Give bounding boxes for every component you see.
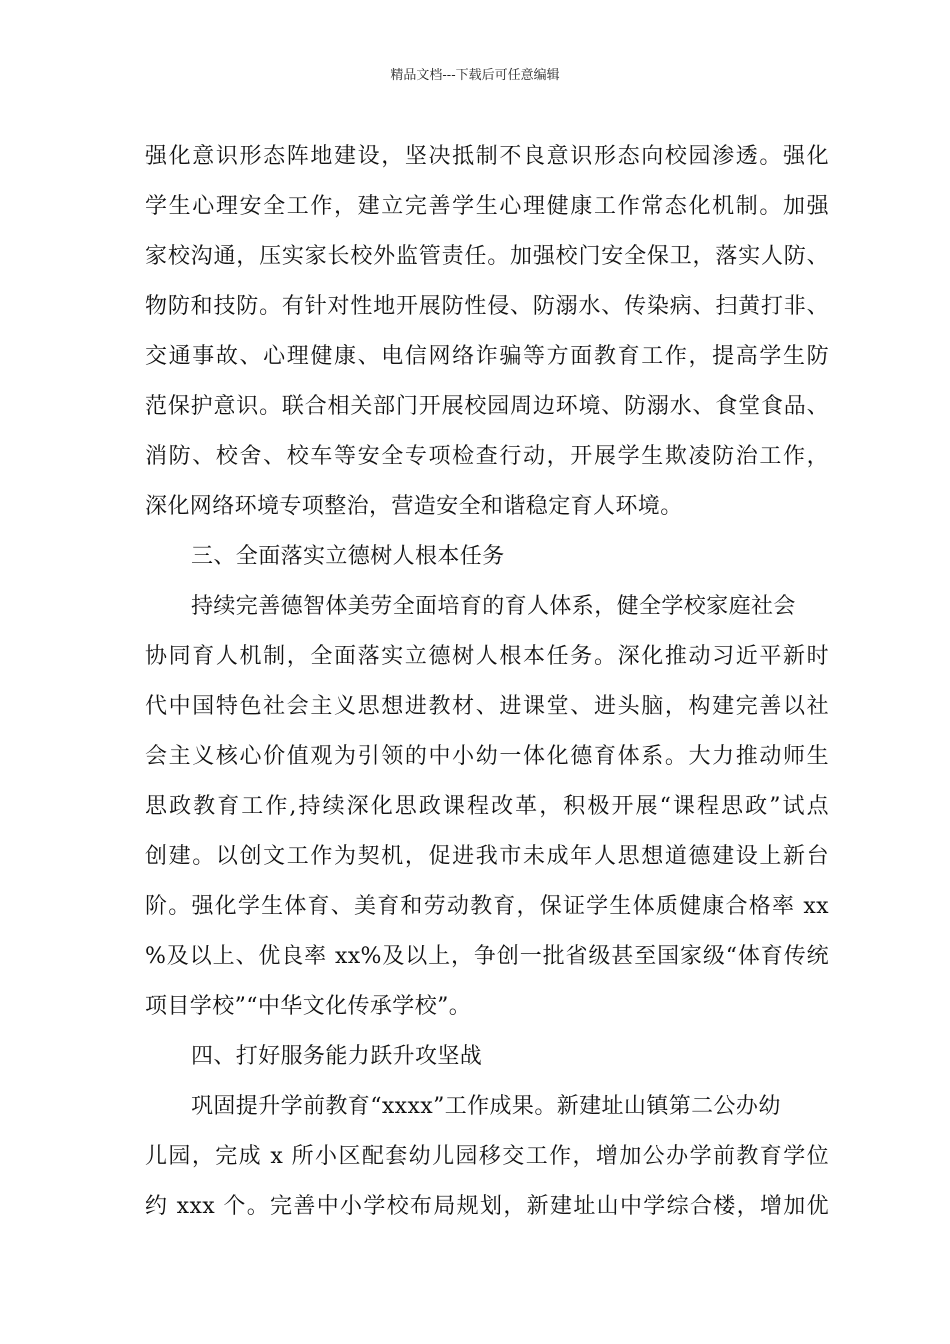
text-line: 会主义核心价值观为引领的中小幼一体化德育体系。大力推动师生 [145, 744, 829, 769]
text-line: 持续完善德智体美劳全面培育的育人体系，健全学校家庭社会 [191, 594, 796, 619]
text-line: 项目学校”“中华文化传承学校”。 [145, 994, 472, 1019]
text-line: 巩固提升学前教育“xxxx”工作成果。新建址山镇第二公办幼 [191, 1094, 781, 1119]
text-line: 约 xxx 个。完善中小学校布局规划，新建址山中学综合楼，增加优 [145, 1194, 829, 1219]
text-line: 强化意识形态阵地建设，坚决抵制不良意识形态向校园渗透。强化 [145, 144, 829, 169]
section-heading: 四、打好服务能力跃升攻坚战 [191, 1044, 483, 1069]
text-line: 消防、校舍、校车等安全专项检查行动，开展学生欺凌防治工作， [145, 444, 829, 469]
text-line: 物防和技防。有针对性地开展防性侵、防溺水、传染病、扫黄打非、 [145, 294, 829, 319]
text-line: 交通事故、心理健康、电信网络诈骗等方面教育工作，提高学生防 [145, 344, 829, 369]
section-heading: 三、全面落实立德树人根本任务 [191, 544, 505, 569]
text-line: 代中国特色社会主义思想进教材、进课堂、进头脑，构建完善以社 [145, 694, 829, 719]
text-line: 深化网络环境专项整治，营造安全和谐稳定育人环境。 [145, 494, 683, 519]
text-line: 家校沟通，压实家长校外监管责任。加强校门安全保卫，落实人防、 [145, 244, 829, 269]
text-line: 思政教育工作,持续深化思政课程改革，积极开展“课程思政”试点 [145, 794, 829, 819]
document-body [145, 132, 829, 1232]
text-line: 学生心理安全工作，建立完善学生心理健康工作常态化机制。加强 [145, 194, 829, 219]
text-line: 范保护意识。联合相关部门开展校园周边环境、防溺水、食堂食品、 [145, 394, 829, 419]
text-line: 儿园，完成 x 所小区配套幼儿园移交工作，增加公办学前教育学位 [145, 1144, 829, 1169]
text-line: 协同育人机制，全面落实立德树人根本任务。深化推动习近平新时 [145, 644, 829, 669]
text-line: %及以上、优良率 xx%及以上，争创一批省级甚至国家级“体育传统 [145, 944, 829, 969]
text-line: 阶。强化学生体育、美育和劳动教育，保证学生体质健康合格率 xx [145, 894, 829, 919]
page-header: 精品文档---下载后可任意编辑 [390, 68, 560, 83]
text-line: 创建。以创文工作为契机，促进我市未成年人思想道德建设上新台 [145, 844, 829, 869]
